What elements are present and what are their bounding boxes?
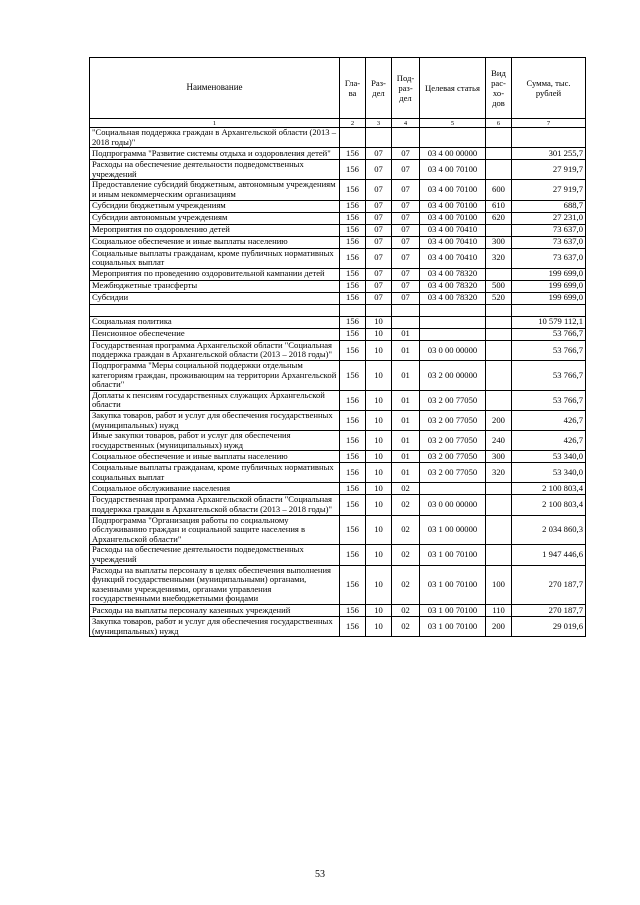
row-section-cell: 07: [366, 212, 392, 224]
table-row: [90, 280, 586, 292]
row-subsection-cell: 01: [392, 410, 420, 430]
row-sum-cell: 2 100 803,4: [512, 483, 586, 495]
row-expense-type-cell: 320: [486, 248, 512, 268]
row-expense-type-cell: 300: [486, 236, 512, 248]
row-name-cell: Расходы на выплаты персоналу в целях обеспечения выполнения функций государственными (муниципальными) органами, казенными учреждениями, органами управления государственными внебюджетными фондами: [90, 565, 340, 604]
header-name: Наименование: [90, 58, 340, 119]
column-number: 2: [340, 119, 366, 128]
header-chapter: Гла-ва: [340, 58, 366, 119]
row-subsection-cell: 01: [392, 390, 420, 410]
row-section-cell: 07: [366, 236, 392, 248]
header-target: Целевая статья: [420, 58, 486, 119]
table-body: [90, 128, 586, 637]
header-subsection: Под-раз-дел: [392, 58, 420, 119]
row-section-cell: 10: [366, 495, 392, 515]
table-row: [90, 463, 586, 483]
table-row: [90, 483, 586, 495]
row-expense-type-cell: [486, 128, 512, 148]
row-chapter-cell: 156: [340, 390, 366, 410]
row-sum-cell: 426,7: [512, 431, 586, 451]
row-target-cell: 03 4 00 70410: [420, 224, 486, 236]
row-chapter-cell: [340, 128, 366, 148]
table-header-row: [90, 58, 586, 119]
row-sum-cell: 688,7: [512, 200, 586, 212]
row-sum-cell: 27 231,0: [512, 212, 586, 224]
table-row: [90, 545, 586, 565]
row-section-cell: 07: [366, 224, 392, 236]
row-name-cell: Закупка товаров, работ и услуг для обеспечения государственных (муниципальных) нужд: [90, 410, 340, 430]
row-sum-cell: 270 187,7: [512, 565, 586, 604]
row-chapter-cell: 156: [340, 292, 366, 304]
table-row: [90, 316, 586, 328]
row-name-cell: Социальное обслуживание населения: [90, 483, 340, 495]
row-section-cell: 10: [366, 605, 392, 617]
row-chapter-cell: 156: [340, 431, 366, 451]
row-section-cell: 10: [366, 340, 392, 360]
row-name-cell: Мероприятия по оздоровлению детей: [90, 224, 340, 236]
row-section-cell: 07: [366, 200, 392, 212]
row-section-cell: 10: [366, 328, 392, 340]
row-name-cell: Социальная политика: [90, 316, 340, 328]
row-section-cell: 07: [366, 148, 392, 160]
row-target-cell: [420, 316, 486, 328]
row-subsection-cell: 07: [392, 224, 420, 236]
row-target-cell: 03 1 00 70100: [420, 545, 486, 565]
row-subsection-cell: 07: [392, 200, 420, 212]
table-row: [90, 236, 586, 248]
row-expense-type-cell: [486, 160, 512, 180]
row-target-cell: 03 4 00 70100: [420, 212, 486, 224]
row-target-cell: 03 4 00 70100: [420, 180, 486, 200]
row-section-cell: 10: [366, 410, 392, 430]
row-expense-type-cell: [486, 515, 512, 545]
table-row: [90, 268, 586, 280]
row-expense-type-cell: 110: [486, 605, 512, 617]
row-target-cell: [420, 128, 486, 148]
table-row: [90, 292, 586, 304]
row-chapter-cell: 156: [340, 268, 366, 280]
row-name-cell: Межбюджетные трансферты: [90, 280, 340, 292]
row-expense-type-cell: 620: [486, 212, 512, 224]
row-expense-type-cell: [486, 483, 512, 495]
row-subsection-cell: 01: [392, 360, 420, 390]
row-section-cell: 10: [366, 360, 392, 390]
row-expense-type-cell: [486, 316, 512, 328]
row-chapter-cell: 156: [340, 212, 366, 224]
row-name-cell: Предоставление субсидий бюджетным, автономным учреждениям и иным некоммерческим организациям: [90, 180, 340, 200]
table-row: [90, 495, 586, 515]
row-name-cell: Подпрограмма "Меры социальной поддержки отдельным категориям граждан, проживающим на территории Архангельской области": [90, 360, 340, 390]
row-subsection-cell: 07: [392, 180, 420, 200]
row-name-cell: [90, 304, 340, 316]
row-name-cell: Подпрограмма "Организация работы по социальному обслуживанию граждан и социальной защите населения в Архангельской области": [90, 515, 340, 545]
row-sum-cell: 53 766,7: [512, 328, 586, 340]
row-subsection-cell: 02: [392, 495, 420, 515]
row-sum-cell: 199 699,0: [512, 268, 586, 280]
row-expense-type-cell: 520: [486, 292, 512, 304]
row-section-cell: 10: [366, 431, 392, 451]
row-chapter-cell: 156: [340, 515, 366, 545]
table-row: [90, 515, 586, 545]
row-subsection-cell: 02: [392, 617, 420, 637]
row-sum-cell: 53 766,7: [512, 360, 586, 390]
header-sum: Сумма, тыс. рублей: [512, 58, 586, 119]
row-sum-cell: 53 340,0: [512, 463, 586, 483]
row-target-cell: 03 2 00 77050: [420, 410, 486, 430]
row-sum-cell: [512, 128, 586, 148]
row-target-cell: 03 1 00 70100: [420, 565, 486, 604]
row-target-cell: 03 1 00 70100: [420, 617, 486, 637]
row-sum-cell: 53 766,7: [512, 390, 586, 410]
row-subsection-cell: 01: [392, 431, 420, 451]
row-target-cell: 03 2 00 77050: [420, 431, 486, 451]
row-sum-cell: [512, 304, 586, 316]
row-name-cell: Расходы на обеспечение деятельности подведомственных учреждений: [90, 160, 340, 180]
row-subsection-cell: 02: [392, 515, 420, 545]
row-expense-type-cell: [486, 390, 512, 410]
row-chapter-cell: 156: [340, 463, 366, 483]
row-name-cell: Социальное обеспечение и иные выплаты населению: [90, 236, 340, 248]
row-subsection-cell: 07: [392, 236, 420, 248]
row-name-cell: Субсидии: [90, 292, 340, 304]
row-chapter-cell: 156: [340, 328, 366, 340]
row-expense-type-cell: 600: [486, 180, 512, 200]
row-chapter-cell: 156: [340, 545, 366, 565]
row-target-cell: [420, 328, 486, 340]
row-target-cell: 03 1 00 00000: [420, 515, 486, 545]
row-sum-cell: 53 766,7: [512, 340, 586, 360]
row-name-cell: Социальные выплаты гражданам, кроме публичных нормативных социальных выплат: [90, 463, 340, 483]
row-section-cell: 10: [366, 545, 392, 565]
table-row: [90, 304, 586, 316]
table-row: [90, 328, 586, 340]
row-section-cell: [366, 128, 392, 148]
row-name-cell: Доплаты к пенсиям государственных служащих Архангельской области: [90, 390, 340, 410]
row-subsection-cell: [392, 128, 420, 148]
row-subsection-cell: 01: [392, 328, 420, 340]
row-section-cell: 10: [366, 316, 392, 328]
column-number: 1: [90, 119, 340, 128]
row-target-cell: 03 4 00 70410: [420, 248, 486, 268]
row-expense-type-cell: [486, 304, 512, 316]
row-sum-cell: 270 187,7: [512, 605, 586, 617]
row-name-cell: Закупка товаров, работ и услуг для обеспечения государственных (муниципальных) нужд: [90, 617, 340, 637]
row-expense-type-cell: 300: [486, 451, 512, 463]
row-target-cell: 03 2 00 77050: [420, 390, 486, 410]
row-section-cell: 10: [366, 390, 392, 410]
row-subsection-cell: [392, 304, 420, 316]
row-chapter-cell: 156: [340, 200, 366, 212]
column-number-row: [90, 119, 586, 128]
row-name-cell: "Социальная поддержка граждан в Архангельской области (2013 – 2018 годы)": [90, 128, 340, 148]
header-section: Раз-дел: [366, 58, 392, 119]
row-section-cell: 07: [366, 292, 392, 304]
row-chapter-cell: 156: [340, 495, 366, 515]
row-expense-type-cell: [486, 340, 512, 360]
row-target-cell: 03 4 00 70100: [420, 200, 486, 212]
row-name-cell: Государственная программа Архангельской области "Социальная поддержка граждан в Архангельской области (2013 – 2018 годы)": [90, 495, 340, 515]
row-expense-type-cell: [486, 328, 512, 340]
row-target-cell: 03 4 00 78320: [420, 268, 486, 280]
row-name-cell: Пенсионное обеспечение: [90, 328, 340, 340]
row-target-cell: 03 4 00 78320: [420, 292, 486, 304]
row-target-cell: 03 1 00 70100: [420, 605, 486, 617]
row-subsection-cell: 01: [392, 451, 420, 463]
row-sum-cell: 27 919,7: [512, 160, 586, 180]
row-chapter-cell: 156: [340, 360, 366, 390]
row-expense-type-cell: [486, 545, 512, 565]
row-section-cell: 07: [366, 280, 392, 292]
row-section-cell: 07: [366, 160, 392, 180]
row-subsection-cell: 07: [392, 148, 420, 160]
row-chapter-cell: 156: [340, 248, 366, 268]
row-target-cell: [420, 304, 486, 316]
row-chapter-cell: 156: [340, 180, 366, 200]
row-sum-cell: 301 255,7: [512, 148, 586, 160]
table-row: [90, 340, 586, 360]
row-subsection-cell: 07: [392, 292, 420, 304]
table-row: [90, 605, 586, 617]
row-expense-type-cell: 500: [486, 280, 512, 292]
row-section-cell: 07: [366, 180, 392, 200]
row-expense-type-cell: 200: [486, 617, 512, 637]
row-subsection-cell: 07: [392, 268, 420, 280]
row-expense-type-cell: 200: [486, 410, 512, 430]
row-sum-cell: 53 340,0: [512, 451, 586, 463]
row-expense-type-cell: [486, 360, 512, 390]
row-chapter-cell: 156: [340, 160, 366, 180]
row-chapter-cell: 156: [340, 236, 366, 248]
budget-table: [89, 57, 586, 637]
row-section-cell: 10: [366, 565, 392, 604]
table-row: [90, 451, 586, 463]
row-chapter-cell: 156: [340, 617, 366, 637]
row-name-cell: Государственная программа Архангельской области "Социальная поддержка граждан в Архангельской области (2013 – 2018 годы)": [90, 340, 340, 360]
row-name-cell: Субсидии бюджетным учреждениям: [90, 200, 340, 212]
table-row: [90, 224, 586, 236]
table-row: [90, 617, 586, 637]
table-row: [90, 410, 586, 430]
row-sum-cell: 199 699,0: [512, 292, 586, 304]
row-sum-cell: 10 579 112,1: [512, 316, 586, 328]
row-section-cell: [366, 304, 392, 316]
header-expense-type: Вид рас-хо-дов: [486, 58, 512, 119]
row-chapter-cell: 156: [340, 340, 366, 360]
row-expense-type-cell: [486, 224, 512, 236]
row-subsection-cell: 07: [392, 280, 420, 292]
row-name-cell: Расходы на выплаты персоналу казенных учреждений: [90, 605, 340, 617]
row-chapter-cell: 156: [340, 451, 366, 463]
table-row: [90, 390, 586, 410]
row-section-cell: 10: [366, 617, 392, 637]
table-row: [90, 148, 586, 160]
row-chapter-cell: 156: [340, 280, 366, 292]
row-expense-type-cell: [486, 148, 512, 160]
row-sum-cell: 73 637,0: [512, 224, 586, 236]
row-chapter-cell: 156: [340, 483, 366, 495]
row-target-cell: 03 4 00 00000: [420, 148, 486, 160]
row-subsection-cell: 01: [392, 340, 420, 360]
row-subsection-cell: 07: [392, 160, 420, 180]
row-target-cell: 03 4 00 70100: [420, 160, 486, 180]
row-chapter-cell: 156: [340, 316, 366, 328]
column-number: 7: [512, 119, 586, 128]
row-name-cell: Субсидии автономным учреждениям: [90, 212, 340, 224]
row-sum-cell: 73 637,0: [512, 248, 586, 268]
row-target-cell: 03 0 00 00000: [420, 340, 486, 360]
table-row: [90, 360, 586, 390]
table-row: [90, 248, 586, 268]
row-sum-cell: 426,7: [512, 410, 586, 430]
row-expense-type-cell: 610: [486, 200, 512, 212]
table-row: [90, 128, 586, 148]
row-name-cell: Мероприятия по проведению оздоровительной кампании детей: [90, 268, 340, 280]
row-name-cell: Расходы на обеспечение деятельности подведомственных учреждений: [90, 545, 340, 565]
column-number: 5: [420, 119, 486, 128]
row-chapter-cell: 156: [340, 224, 366, 236]
row-target-cell: 03 4 00 78320: [420, 280, 486, 292]
row-section-cell: 10: [366, 483, 392, 495]
table-row: [90, 212, 586, 224]
row-subsection-cell: 02: [392, 605, 420, 617]
row-chapter-cell: 156: [340, 148, 366, 160]
row-expense-type-cell: 100: [486, 565, 512, 604]
row-chapter-cell: 156: [340, 565, 366, 604]
row-chapter-cell: [340, 304, 366, 316]
row-section-cell: 10: [366, 463, 392, 483]
column-number: 6: [486, 119, 512, 128]
row-sum-cell: 27 919,7: [512, 180, 586, 200]
row-subsection-cell: [392, 316, 420, 328]
row-section-cell: 07: [366, 248, 392, 268]
row-target-cell: 03 0 00 00000: [420, 495, 486, 515]
page-number: 53: [315, 869, 325, 880]
row-sum-cell: 2 034 860,3: [512, 515, 586, 545]
row-section-cell: 10: [366, 515, 392, 545]
row-name-cell: Иные закупки товаров, работ и услуг для обеспечения государственных (муниципальных) нужд: [90, 431, 340, 451]
row-chapter-cell: 156: [340, 410, 366, 430]
row-name-cell: Подпрограмма "Развитие системы отдыха и оздоровления детей": [90, 148, 340, 160]
row-section-cell: 10: [366, 451, 392, 463]
row-sum-cell: 29 019,6: [512, 617, 586, 637]
row-subsection-cell: 02: [392, 545, 420, 565]
row-name-cell: Социальное обеспечение и иные выплаты населению: [90, 451, 340, 463]
row-target-cell: [420, 483, 486, 495]
table-row: [90, 431, 586, 451]
row-expense-type-cell: 240: [486, 431, 512, 451]
row-target-cell: 03 4 00 70410: [420, 236, 486, 248]
row-name-cell: Социальные выплаты гражданам, кроме публичных нормативных социальных выплат: [90, 248, 340, 268]
row-expense-type-cell: [486, 495, 512, 515]
row-subsection-cell: 02: [392, 483, 420, 495]
row-target-cell: 03 2 00 77050: [420, 463, 486, 483]
row-subsection-cell: 07: [392, 248, 420, 268]
row-sum-cell: 73 637,0: [512, 236, 586, 248]
row-chapter-cell: 156: [340, 605, 366, 617]
row-expense-type-cell: 320: [486, 463, 512, 483]
column-number: 3: [366, 119, 392, 128]
row-sum-cell: 1 947 446,6: [512, 545, 586, 565]
row-sum-cell: 199 699,0: [512, 280, 586, 292]
row-subsection-cell: 02: [392, 565, 420, 604]
table-row: [90, 180, 586, 200]
column-number: 4: [392, 119, 420, 128]
row-subsection-cell: 01: [392, 463, 420, 483]
table-row: [90, 565, 586, 604]
row-target-cell: 03 2 00 00000: [420, 360, 486, 390]
row-sum-cell: 2 100 803,4: [512, 495, 586, 515]
table-row: [90, 200, 586, 212]
row-section-cell: 07: [366, 268, 392, 280]
row-subsection-cell: 07: [392, 212, 420, 224]
table-row: [90, 160, 586, 180]
row-expense-type-cell: [486, 268, 512, 280]
row-target-cell: 03 2 00 77050: [420, 451, 486, 463]
